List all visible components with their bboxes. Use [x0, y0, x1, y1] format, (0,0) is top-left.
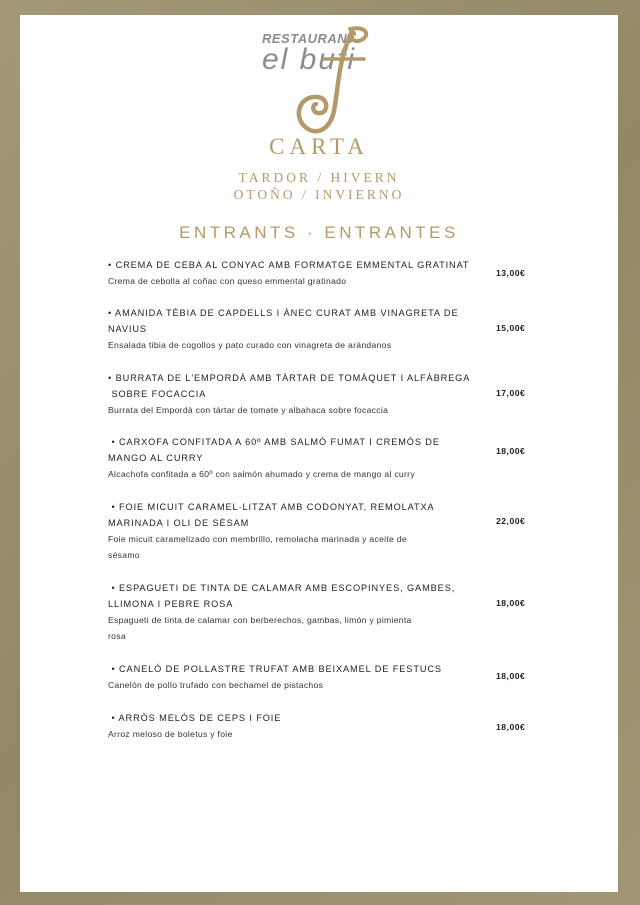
menu-title: CARTA: [269, 134, 369, 159]
menu-item: [108, 434, 528, 482]
item-price: 22,00€: [496, 516, 526, 526]
item-title: • ARRÒS MELÓS DE CEPS I FOIE: [108, 713, 282, 723]
item-description: Foie micuit caramelizado con membrillo, remolacha marinada y aceite de: [108, 534, 407, 544]
item-title-continued: LLIMONA I PEBRE ROSA: [108, 599, 234, 609]
item-price: 18,00€: [496, 598, 526, 608]
menu-item: [108, 580, 528, 644]
menu-item: [108, 499, 528, 563]
item-description: Ensalada tibia de cogollos y pato curado con vinagreta de arándanos: [108, 340, 392, 350]
item-title: • CREMA DE CEBA AL CONYAC AMB FORMATGE EMMENTAL GRATINAT: [108, 260, 470, 270]
item-description: Espagueti de tinta de calamar con berberechos, gambas, limón y pimienta: [108, 615, 412, 625]
item-title: • ESPAGUETI DE TINTA DE CALAMAR AMB ESCOPINYES, GAMBES,: [108, 583, 456, 593]
item-title: • CARXOFA CONFITADA A 60º AMB SALMÓ FUMAT I CREMÓS DE: [108, 437, 440, 447]
item-title: • FOIE MICUIT CARAMEL·LITZAT AMB CODONYAT, REMOLATXA: [108, 502, 435, 512]
item-title-continued: SOBRE FOCACCIA: [108, 389, 207, 399]
logo-swirl-icon: [278, 21, 378, 139]
logo-restaurant-name: el bufi: [262, 43, 357, 76]
item-description: Crema de cebolla al coñac con queso emmental gratinado: [108, 276, 347, 286]
menu-item: [108, 257, 528, 289]
menu-item: [108, 661, 528, 693]
item-price: 18,00€: [496, 446, 526, 456]
item-title-continued: MARINADA I OLI DE SÈSAM: [108, 518, 250, 528]
menu-item: [108, 710, 528, 742]
item-price: 18,00€: [496, 722, 526, 732]
logo-restaurant-text: RESTAURANT: [262, 31, 356, 46]
season-catalan: TARDOR / HIVERN: [238, 170, 400, 185]
item-description: Canelón de pollo trufado con bechamel de pistachos: [108, 680, 324, 690]
item-title-continued: NAVIUS: [108, 324, 147, 334]
item-title: • BURRATA DE L'EMPORDÀ AMB TÀRTAR DE TOMÀQUET I ALFÀBREGA: [108, 373, 471, 383]
item-title: • CANELÓ DE POLLASTRE TRUFAT AMB BEIXAMEL DE FESTUCS: [108, 664, 442, 674]
item-description: Burrata del Empordà con tártar de tomate y albahaca sobre focaccia: [108, 405, 389, 415]
restaurant-logo: [20, 15, 618, 145]
menu-page: [20, 15, 618, 892]
item-description-continued: rosa: [108, 631, 126, 641]
item-description: Alcachofa confitada a 60º con salmón ahumado y crema de mango al curry: [108, 469, 415, 479]
item-price: 17,00€: [496, 388, 526, 398]
item-description: Arroz meloso de boletus y foie: [108, 729, 233, 739]
item-price: 15,00€: [496, 323, 526, 333]
item-title: • AMANIDA TÈBIA DE CAPDELLS I ÀNEC CURAT AMB VINAGRETA DE: [108, 308, 459, 318]
menu-item: [108, 305, 528, 353]
season-spanish: OTOÑO / INVIERNO: [233, 187, 405, 202]
item-description-continued: sésamo: [108, 550, 140, 560]
item-title-continued: MANGO AL CURRY: [108, 453, 204, 463]
item-price: 18,00€: [496, 671, 526, 681]
section-title: ENTRANTS · ENTRANTES: [179, 223, 459, 242]
item-price: 13,00€: [496, 268, 526, 278]
menu-item: [108, 370, 528, 418]
